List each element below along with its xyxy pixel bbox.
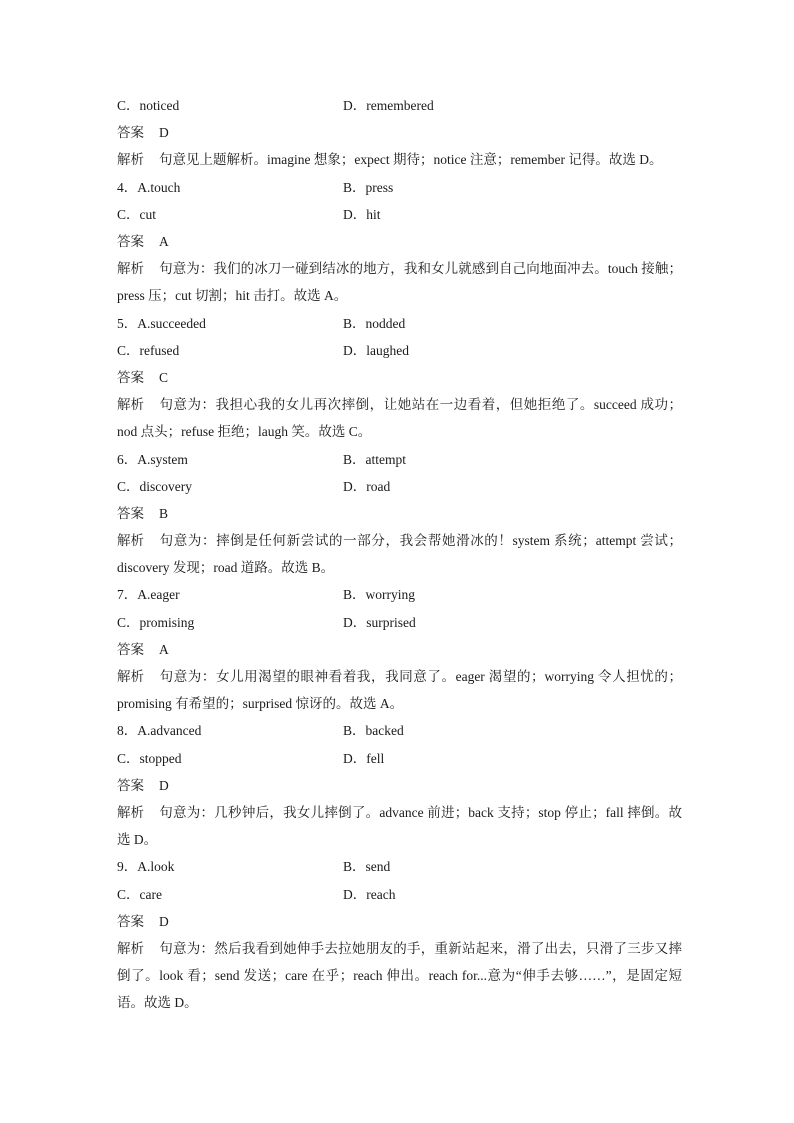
explanation-text: 句意为：几秒钟后，我女儿摔倒了。advance 前进；back 支持；stop 停止；fall 摔倒。故选 D。: [117, 805, 682, 848]
explanation: [117, 146, 682, 173]
answer-row: [117, 364, 682, 391]
answer-label: 答案: [117, 233, 144, 249]
explanation: [117, 663, 682, 717]
explanation-text: 句意为：然后我看到她伸手去拉她朋友的手，重新站起来，滑了出去，只滑了三步又摔倒了。look 看；send 发送；care 在乎；reach 伸出。reach for...意为“伸手去够……”，是固定短语。故选 D。: [117, 940, 682, 1011]
option-row: [117, 853, 682, 880]
answer-row: [117, 636, 682, 663]
explanation: [117, 935, 682, 1017]
option-d: D．fell: [343, 750, 385, 766]
answer-label: 答案: [117, 777, 144, 793]
answer-value: A: [159, 641, 169, 657]
option-b: B．worrying: [343, 587, 415, 603]
answer-label: 答案: [117, 125, 144, 141]
option-d: D．remembered: [343, 98, 434, 113]
option-row: [117, 310, 682, 337]
answer-value: D: [159, 777, 169, 793]
option-row: [117, 337, 682, 364]
document-body: [117, 92, 682, 1017]
explanation-text: 句意为：我担心我的女儿再次摔倒，让她站在一边看着，但她拒绝了。succeed 成功；nod 点头；refuse 拒绝；laugh 笑。故选 C。: [117, 397, 682, 440]
explanation-label: 解析: [117, 805, 144, 821]
explanation-label: 解析: [117, 669, 144, 685]
answer-row: [117, 228, 682, 255]
answer-row: [117, 908, 682, 935]
explanation: [117, 799, 682, 853]
option-row: [117, 881, 682, 908]
explanation-label: 解析: [117, 397, 144, 413]
explanation: [117, 391, 682, 445]
option-c: C．discovery: [117, 478, 192, 494]
option-a: 4．A.touch: [117, 179, 181, 195]
answer-label: 答案: [117, 505, 144, 521]
option-row: [117, 473, 682, 500]
option-c: C．noticed: [117, 98, 180, 113]
option-row: [117, 174, 682, 201]
explanation-text: 句意为：女儿用渴望的眼神看着我，我同意了。eager 渴望的；worrying 令人担忧的；promising 有希望的；surprised 惊讶的。故选 A。: [117, 669, 682, 712]
explanation-text: 句意见上题解析。imagine 想象；expect 期待；notice 注意；remember 记得。故选 D。: [159, 152, 663, 168]
explanation: [117, 527, 682, 581]
answer-label: 答案: [117, 913, 144, 929]
answer-value: A: [159, 233, 169, 249]
option-row: [117, 581, 682, 608]
option-row: [117, 201, 682, 228]
explanation-label: 解析: [117, 533, 144, 549]
option-d: D．hit: [343, 206, 381, 222]
explanation: [117, 255, 682, 309]
option-d: D．road: [343, 478, 391, 494]
option-row: [117, 609, 682, 636]
answer-label: 答案: [117, 369, 144, 385]
option-c: C．stopped: [117, 750, 182, 766]
answer-row: [117, 772, 682, 799]
option-d: D．surprised: [343, 614, 416, 630]
option-b: B．attempt: [343, 451, 406, 467]
answer-value: C: [159, 369, 169, 385]
option-d: D．laughed: [343, 342, 409, 358]
option-b: B．nodded: [343, 315, 406, 331]
option-row: [117, 92, 682, 119]
explanation-label: 解析: [117, 940, 144, 956]
explanation-label: 解析: [117, 261, 144, 277]
answer-label: 答案: [117, 641, 144, 657]
option-row: [117, 745, 682, 772]
explanation-text: 句意为：我们的冰刀一碰到结冰的地方，我和女儿就感到自己向地面冲去。touch 接触；press 压；cut 切割；hit 击打。故选 A。: [117, 261, 682, 304]
option-a: 5．A.succeeded: [117, 315, 206, 331]
option-b: B．press: [343, 179, 394, 195]
option-a: 8．A.advanced: [117, 723, 202, 739]
option-a: 7．A.eager: [117, 587, 180, 603]
option-d: D．reach: [343, 886, 396, 902]
answer-row: [117, 500, 682, 527]
explanation-label: 解析: [117, 152, 144, 168]
option-c: C．cut: [117, 206, 156, 222]
option-row: [117, 446, 682, 473]
answer-value: D: [159, 125, 169, 141]
answer-value: D: [159, 913, 169, 929]
option-b: B．send: [343, 859, 391, 875]
option-a: 9．A.look: [117, 859, 175, 875]
option-b: B．backed: [343, 723, 404, 739]
answer-row: [117, 119, 682, 146]
option-c: C．promising: [117, 614, 195, 630]
option-c: C．care: [117, 886, 162, 902]
option-row: [117, 717, 682, 744]
option-c: C．refused: [117, 342, 180, 358]
explanation-text: 句意为：摔倒是任何新尝试的一部分，我会帮她滑冰的！system 系统；attempt 尝试；discovery 发现；road 道路。故选 B。: [117, 533, 682, 576]
answer-value: B: [159, 505, 169, 521]
option-a: 6．A.system: [117, 451, 188, 467]
